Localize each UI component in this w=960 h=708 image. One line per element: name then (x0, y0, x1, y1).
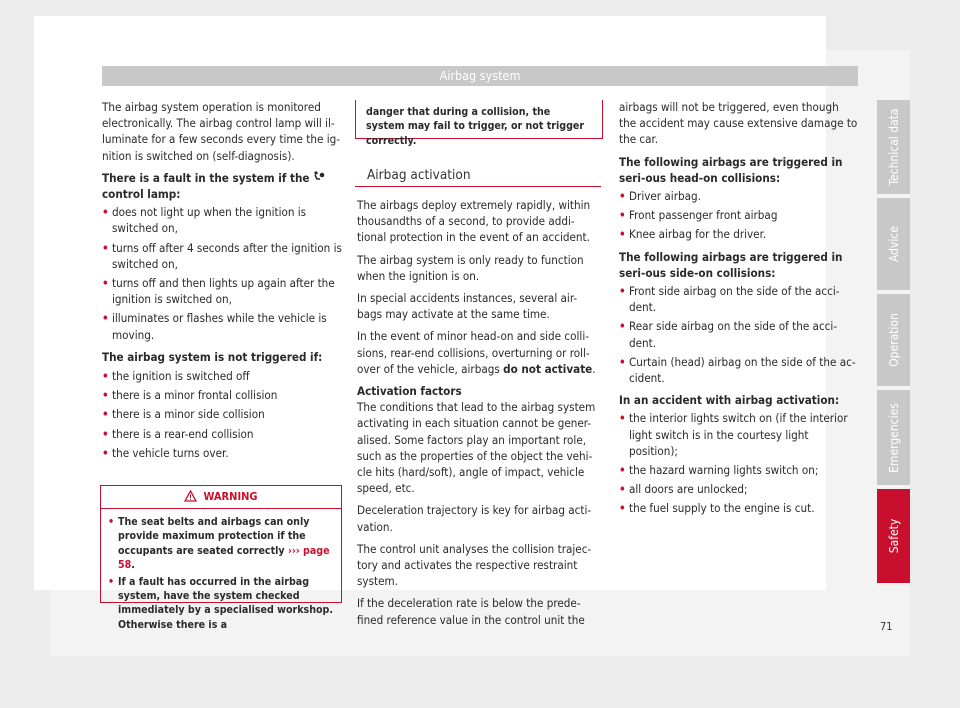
page-link[interactable]: ››› page 58 (118, 544, 330, 572)
paragraph: The airbag system is only ready to function when the ignition is on. (357, 252, 584, 283)
list-item: • the vehicle turns over. (102, 445, 342, 461)
fault-heading: There is a fault in the system if the control lamp: (102, 170, 342, 202)
tab-emergencies[interactable]: Emergencies (877, 390, 910, 485)
list-item: • Knee airbag for the driver. (619, 226, 859, 242)
warning-item: • If a fault has occurred in the airbag system, have the system checked immediately by a specialised workshop. Otherwise there is a (108, 575, 334, 633)
page-header: Airbag system (102, 66, 858, 86)
list-item: • the interior lights switch on (if the interior light switch is in the courtesy light position); (619, 410, 859, 459)
list-item: • there is a minor side collision (102, 406, 342, 422)
side-heading: The following airbags are triggered in seri-ous side-on collisions: (619, 249, 843, 280)
paragraph: In special accidents instances, several air-bags may activate at the same time. (357, 291, 578, 322)
list-item: • there is a rear-end collision (102, 426, 342, 442)
list-item: • the ignition is switched off (102, 368, 342, 384)
list-item: • Curtain (head) airbag on the side of the ac-cident. (619, 354, 859, 386)
headon-heading: The following airbags are triggered in seri-ous head-on collisions: (619, 154, 843, 185)
paragraph: If the deceleration rate is below the prede-fined reference value in the control unit the (357, 596, 585, 627)
paragraph: Deceleration trajectory is key for airbag acti-vation. (357, 503, 592, 534)
activation-heading: In an accident with airbag activation: (619, 393, 840, 408)
column-1 (102, 99, 342, 464)
paragraph: The control unit analyses the collision trajec-tory and activates the respective restraint system. (357, 541, 592, 589)
list-item: • Driver airbag. (619, 188, 859, 204)
list-item: • Rear side airbag on the side of the acci-dent. (619, 318, 859, 350)
column-3 (619, 99, 859, 520)
tab-operation[interactable]: Operation (877, 294, 910, 386)
list-item: • illuminates or flashes while the vehicle is moving. (102, 310, 342, 342)
page-number: 71 (880, 620, 893, 633)
list-item: • all doors are unlocked; (619, 481, 859, 497)
list-item: • there is a minor frontal collision (102, 387, 342, 403)
warning-header: WARNING (101, 486, 341, 509)
paragraph: The airbags deploy extremely rapidly, within thousandths of a second, to provide addi-tional protection in the event of an accident. (357, 198, 591, 245)
list-item: • turns off and then lights up again after the ignition is switched on, (102, 275, 342, 307)
warning-continuation: danger that during a collision, the system may fail to trigger, or not trigger correctly. (355, 100, 603, 139)
column-2 (357, 197, 601, 634)
list-item: • Front passenger front airbag (619, 207, 859, 223)
paragraph: airbags will not be triggered, even though the accident may cause extensive damage to the car. (619, 100, 858, 147)
section-header (355, 158, 601, 187)
tab-technical-data[interactable]: Technical data (877, 100, 910, 194)
list-item: • the fuel supply to the engine is cut. (619, 500, 859, 516)
tab-safety[interactable]: Safety (877, 489, 910, 583)
warning-item: • The seat belts and airbags can only provide maximum protection if the occupants are seated correctly ››› page 58. (108, 515, 334, 573)
list-item: • Front side airbag on the side of the acci-dent. (619, 283, 859, 315)
warning-triangle-icon (184, 490, 203, 503)
tab-advice[interactable]: Advice (877, 198, 910, 290)
intro-paragraph: The airbag system operation is monitored electronically. The airbag control lamp will il-luminate for a few seconds every time the ig-nition is switched on (self-diagnosis). (102, 100, 340, 163)
factors-heading: Activation factors (357, 384, 462, 399)
section-title: Airbag activation (367, 167, 471, 183)
list-item: • turns off after 4 seconds after the ignition is switched on, (102, 240, 342, 272)
paragraph: The conditions that lead to the airbag system activating in each situation cannot be gener-alised. Some factors play an important role, such as the properties of the object the vehi-cle hits (hard/soft), angle of impact, vehicle speed, etc. (357, 400, 596, 496)
paragraph: In the event of minor head-on and side colli-sions, rear-end collisions, overturning or roll-over of the vehicle, airbags do not activate. (357, 329, 596, 376)
warning-box (100, 485, 342, 631)
not-triggered-heading: The airbag system is not triggered if: (102, 349, 323, 364)
list-item: • the hazard warning lights switch on; (619, 462, 859, 478)
airbag-warning-icon (313, 171, 325, 185)
list-item: • does not light up when the ignition is switched on, (102, 204, 342, 236)
